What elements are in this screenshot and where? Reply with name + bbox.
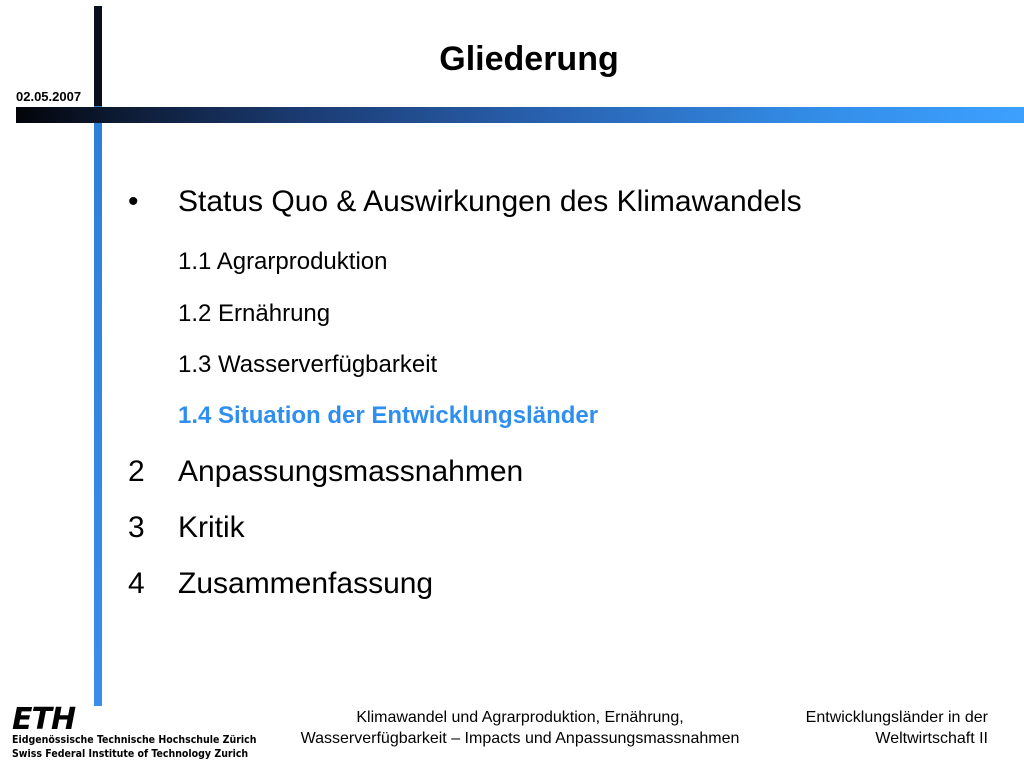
outline-item-text: Kritik (178, 511, 245, 544)
item-number: 4 (128, 567, 145, 600)
footer-center-line1: Klimawandel und Agrarproduktion, Ernährung, (356, 709, 684, 726)
item-number: 2 (128, 455, 145, 488)
footer-lecture-title (760, 707, 988, 749)
item-number: 3 (128, 511, 145, 544)
page-title: Gliederung (439, 40, 619, 78)
outline-subitem-text: 1.3 Wasserverfügbarkeit (178, 351, 438, 378)
outline-subitem-text: 1.2 Ernährung (178, 300, 331, 327)
outline-item-text: Anpassungsmassnahmen (178, 455, 524, 488)
eth-logo-line1: Eidgenössische Technische Hochschule Zürich (12, 734, 257, 746)
outline-item-text: Zusammenfassung (178, 567, 434, 600)
header-gradient-bar (16, 107, 1024, 123)
bullet-marker: • (128, 185, 139, 218)
eth-logo-line2: Swiss Federal Institute of Technology Zurich (12, 748, 249, 760)
eth-logo-letters: ETH (12, 702, 76, 737)
outline-item-text: Status Quo & Auswirkungen des Klimawandels (178, 185, 802, 218)
footer-right-line2: Weltwirtschaft II (875, 730, 988, 747)
footer-right-line1: Entwicklungsländer in der (805, 709, 988, 726)
eth-logo (12, 702, 257, 762)
footer-center-line2: Wasserverfügbarkeit – Impacts und Anpassungsmassnahmen (300, 730, 740, 747)
slide-date: 02.05.2007 (16, 89, 82, 104)
vertical-bar (94, 106, 102, 706)
footer-course-title (270, 707, 770, 749)
outline-subitem-text: 1.1 Agrarproduktion (178, 248, 388, 275)
outline-subitem-text-active: 1.4 Situation der Entwicklungsländer (178, 402, 599, 429)
